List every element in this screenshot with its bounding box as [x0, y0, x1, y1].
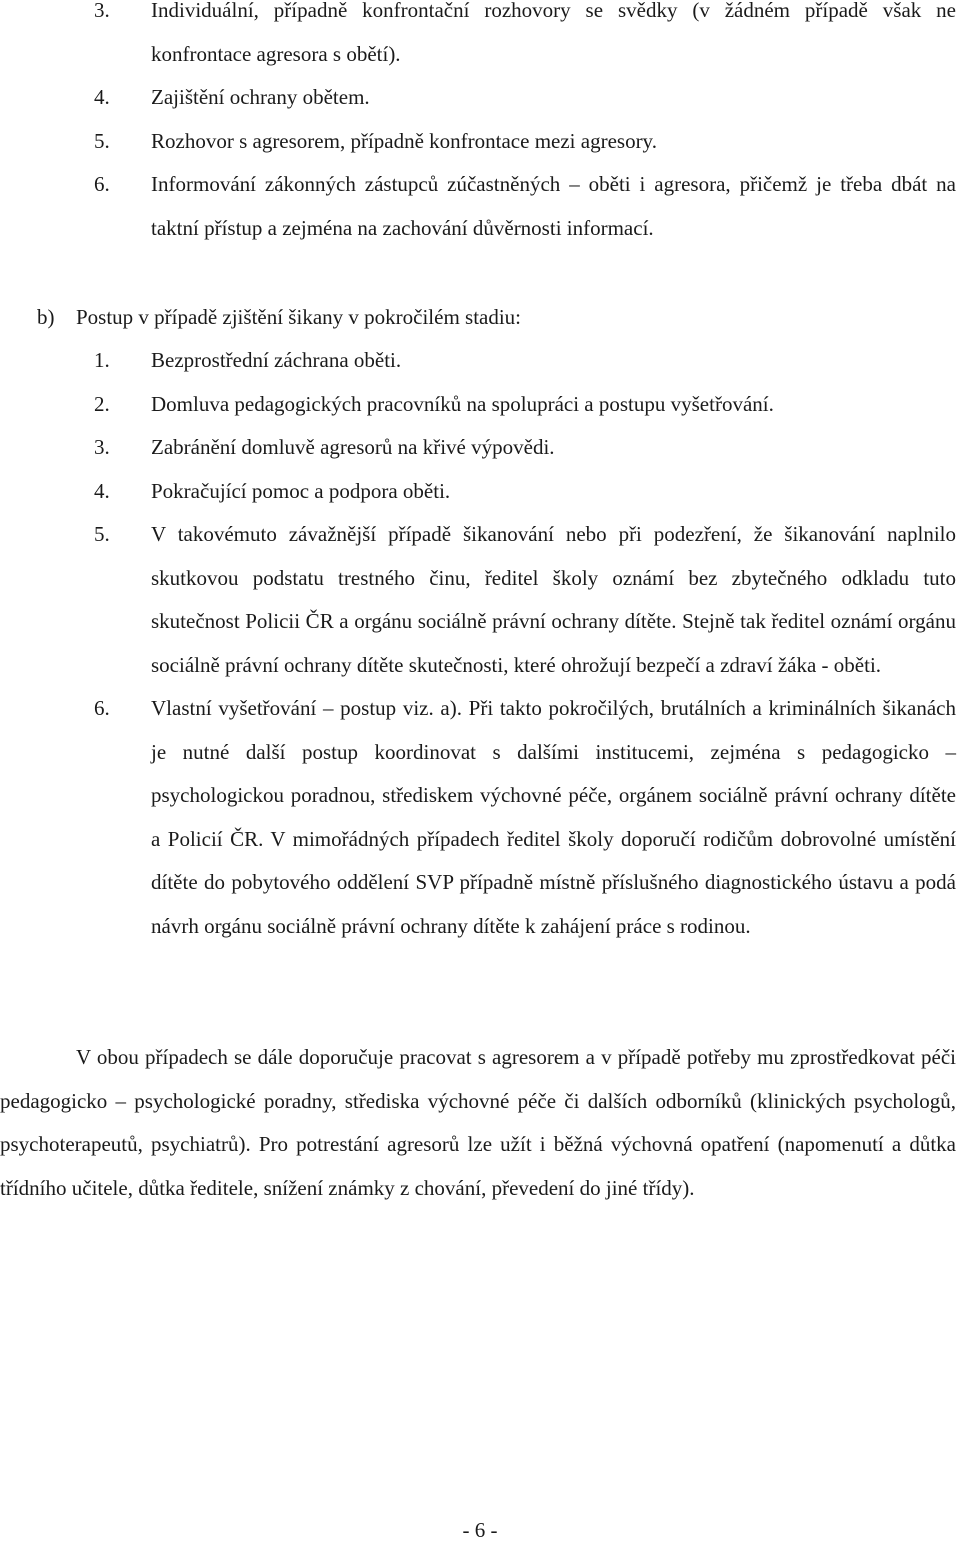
list-item — [94, 470, 956, 514]
list-item-text: Bezprostřední záchrana oběti. — [151, 348, 402, 372]
section-b-heading — [37, 296, 521, 339]
list-item-number: 2. — [94, 391, 110, 416]
list-item — [94, 383, 956, 427]
list-item-text: Rozhovor s agresorem, případně konfrontace mezi agresory. — [151, 128, 657, 153]
list-item-number: 3. — [94, 435, 110, 459]
list-item-number: 1. — [94, 348, 110, 372]
list-item-text: Zajištění ochrany obětem. — [151, 85, 370, 109]
list-item — [94, 339, 956, 383]
list-item-text: Informování zákonných zástupců zúčastněných – oběti i agresora, přičemž je třeba dbát na taktní přístup a zejména na zachování důvěrnosti informací. — [151, 172, 956, 240]
list-item-text: Individuální, případně konfrontační rozhovory se svědky (v žádném případě však ne konfrontace agresora s obětí). — [151, 0, 956, 66]
procedure-list-b — [94, 339, 956, 948]
list-item-text: Vlastní vyšetřování – postup viz. a). Při takto pokročilých, brutálních a kriminálních šikanách je nutné další postup koordinovat s dalšími institucemi, zejména s pedagogicko – psychologickou poradnou, střediskem výchovné péče, orgánem sociálně právní ochrany dítěte a Policií ČR. V mimořádných případech ředitel školy doporučí rodičům dobrovolné umístění dítěte do pobytového oddělení SVP případně místně příslušného diagnostického ústavu a podá návrh orgánu sociálně právní ochrany dítěte k zahájení práce s rodinou. — [151, 696, 956, 938]
list-item — [94, 120, 956, 164]
list-item-text: Pokračující pomoc a podpora oběti. — [151, 478, 451, 503]
section-b-title: Postup v případě zjištění šikany v pokročilém stadiu: — [76, 305, 522, 329]
list-item-number: 4. — [94, 478, 110, 503]
list-item — [94, 0, 956, 76]
list-item-text: Domluva pedagogických pracovníků na spolupráci a postupu vyšetřování. — [151, 391, 774, 416]
list-item-text: Zabránění domluvě agresorů na křivé výpovědi. — [151, 435, 555, 459]
list-item — [94, 513, 956, 687]
list-item — [94, 76, 956, 120]
list-item — [94, 426, 956, 470]
section-b-marker: b) — [37, 305, 55, 329]
list-item-text: V takovémuto závažnější případě šikanování nebo při podezření, že šikanování naplnilo skutkovou podstatu trestného činu, ředitel školy oznámí bez zbytečného odkladu tuto skutečnost Policii ČR a orgánu sociálně právní ochrany dítěte. Stejně tak ředitel oznámí orgánu sociálně právní ochrany dítěte skutečnosti, které ohrožují bezpečí a zdraví žáka - oběti. — [151, 522, 956, 677]
list-item-number: 5. — [94, 128, 110, 153]
list-item-number: 3. — [94, 0, 110, 22]
list-item-number: 5. — [94, 522, 110, 546]
procedure-list-a — [94, 0, 956, 250]
list-item-number: 4. — [94, 85, 110, 109]
list-item-number: 6. — [94, 696, 110, 720]
page-number: - 6 - — [462, 1518, 498, 1542]
closing-paragraph: V obou případech se dále doporučuje pracovat s agresorem a v případě potřeby mu zprostředkovat péči pedagogicko – psychologické poradny, střediska výchovné péče či dalších odborníků (klinických psychologů, psychoterapeutů, psychiatrů). Pro potrestání agresorů lze užít i běžná výchovná opatření (napomenutí a důtka třídního učitele, důtka ředitele, snížení známky z chování, převedení do jiné třídy). — [0, 1045, 956, 1200]
list-item-number: 6. — [94, 172, 110, 196]
list-item — [94, 687, 956, 948]
list-item — [94, 163, 956, 250]
